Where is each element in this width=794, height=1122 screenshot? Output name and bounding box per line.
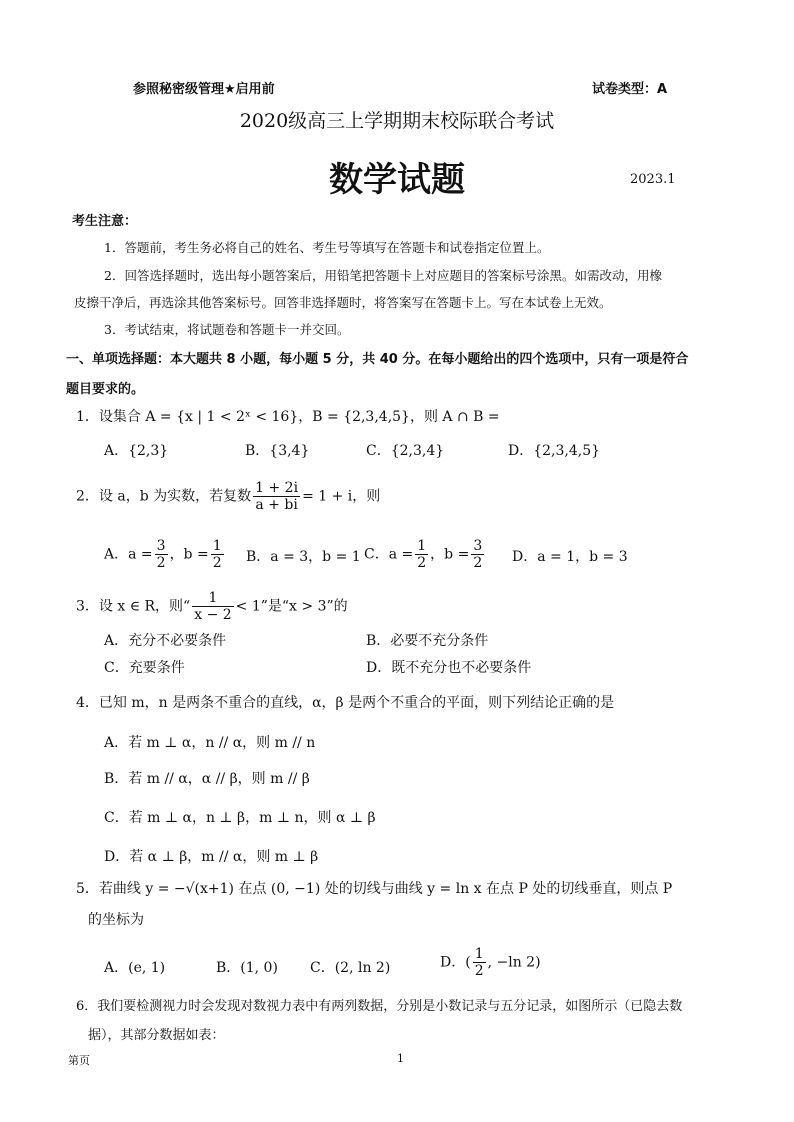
q5-option-a: A．(e, 1): [104, 960, 166, 976]
q3-option-a: A．充分不必要条件: [104, 633, 227, 649]
q2-option-c: [364, 538, 486, 571]
q1-stem: 1．设集合 A = {x | 1 < 2ˣ < 16}，B = {2,3,4,5}，则 A ∩ B =: [76, 409, 500, 425]
q3-fraction-num: 1: [192, 590, 233, 607]
q1-option-c: C．{2,3,4}: [366, 443, 445, 459]
q4-option-c: C．若 m ⊥ α，n ⊥ β，m ⊥ n，则 α ⊥ β: [104, 810, 376, 826]
q2-opt-c-mid: ，b =: [430, 546, 470, 563]
q5-opt-d-pre: D．(: [440, 954, 471, 971]
q5-option-c: C．(2, ln 2): [310, 960, 391, 976]
q5-opt-d-frac-num: 1: [474, 946, 484, 962]
notice-heading: 考生注意：: [72, 214, 138, 229]
q3-fraction-den: x − 2: [194, 607, 232, 623]
q1-option-a: A．{2,3}: [104, 443, 169, 459]
q2-stem-pre: 2．设 a，b 为实数，若复数: [76, 488, 252, 505]
q2-opt-a-label: A．a =: [104, 546, 153, 563]
q2-opt-a-frac1: [155, 538, 168, 571]
q2-option-d: D．a = 1，b = 3: [512, 549, 628, 565]
q1-option-d: D．{2,3,4,5}: [508, 443, 601, 459]
q3-option-b: B．必要不充分条件: [366, 633, 489, 649]
exam-date: 2023.1: [630, 172, 676, 187]
q5-stem-line1: 5．若曲线 y = −√(x+1) 在点 (0, −1) 处的切线与曲线 y = ln x 在点 P 处的切线垂直，则点 P: [76, 881, 673, 897]
exam-title: 2020级高三上学期期末校际联合考试: [239, 110, 555, 132]
q2-fraction-den: a + bi: [255, 497, 298, 513]
q3-option-d: D．既不充分也不必要条件: [366, 660, 532, 676]
subject-title: 数学试题: [329, 160, 465, 200]
q2-opt-a-mid: ，b =: [169, 546, 209, 563]
q2-opt-a-frac2-num: 1: [212, 538, 222, 554]
notice-item-2-line2: 皮擦干净后，再选涂其他答案标号。回答非选择题时，将答案写在答题卡上。写在本试卷上无效。: [74, 295, 612, 310]
q2-opt-c-frac2: [471, 538, 484, 571]
q2-opt-c-frac1-den: 2: [417, 555, 427, 571]
q2-option-a: [104, 538, 226, 571]
q6-stem-line1: 6．我们要检测视力时会发现对数视力表中有两列数据，分别是小数记录与五分记录，如图所示（已隐去数: [76, 999, 683, 1014]
q2-opt-c-frac2-num: 3: [473, 538, 483, 554]
q5-opt-d-post: , −ln 2): [487, 954, 541, 971]
q2-stem-post: = 1 + i，则: [302, 488, 381, 505]
secrecy-label: 参照秘密级管理★启用前: [133, 82, 275, 97]
q2-opt-c-frac1: [415, 538, 428, 571]
q2-opt-a-frac1-den: 2: [156, 555, 166, 571]
q2-option-b: B．a = 3，b = 1: [246, 549, 361, 565]
section1-heading-line1: 一、单项选择题：本大题共 8 小题，每小题 5 分，共 40 分。在每小题给出的四个选项中，只有一项是符合: [66, 352, 689, 367]
q2-opt-c-frac1-num: 1: [417, 538, 427, 554]
q2-opt-c-label: C．a =: [364, 546, 414, 563]
q1-option-b: B．{3,4}: [245, 443, 310, 459]
q4-option-b: B．若 m // α，α // β，则 m // β: [104, 771, 310, 787]
q2-fraction-num: 1 + 2i: [255, 480, 299, 496]
q3-option-c: C．充要条件: [104, 660, 185, 676]
q2-opt-c-frac2-den: 2: [473, 555, 483, 571]
q2-fraction: [253, 480, 300, 513]
paper-type-label: 试卷类型：A: [592, 82, 668, 97]
notice-item-2-line1: 2．回答选择题时，选出每小题答案后，用铅笔把答题卡上对应题目的答案标号涂黑。如需改动，用橡: [104, 268, 662, 283]
q5-opt-d-frac-den: 2: [474, 963, 484, 979]
footer-page-label: 第页: [68, 1054, 90, 1067]
q2-opt-a-frac1-num: 3: [156, 538, 166, 554]
section1-heading-line2: 题目要求的。: [66, 382, 145, 397]
q5-opt-d-frac: [473, 946, 486, 979]
q3-fraction: [192, 590, 233, 623]
q4-option-d: D．若 α ⊥ β，m // α，则 m ⊥ β: [104, 849, 319, 865]
q2-stem: [76, 480, 380, 513]
q5-stem-line2: 的坐标为: [88, 912, 144, 928]
q3-stem-pre: 3．设 x ∈ R，则“: [76, 598, 191, 615]
q2-opt-a-frac2-den: 2: [212, 555, 222, 571]
q5-option-b: B．(1, 0): [216, 960, 278, 976]
notice-item-3: 3．考试结束，将试题卷和答题卡一并交回。: [104, 322, 350, 337]
q2-opt-a-frac2: [211, 538, 224, 571]
q6-stem-line2: 据），其部分数据如表：: [88, 1028, 225, 1043]
q3-stem-post: < 1”是“x > 3”的: [235, 598, 348, 615]
notice-item-1: 1．答题前，考生务必将自己的姓名、考生号等填写在答题卡和试卷指定位置上。: [104, 240, 550, 255]
q5-option-d: [440, 946, 541, 979]
q4-option-a: A．若 m ⊥ α，n // α，则 m // n: [104, 735, 316, 751]
footer-page-number: 1: [397, 1052, 404, 1065]
q4-stem: 4．已知 m，n 是两条不重合的直线，α，β 是两个不重合的平面，则下列结论正确的是: [76, 695, 615, 711]
q3-stem: [76, 590, 348, 623]
